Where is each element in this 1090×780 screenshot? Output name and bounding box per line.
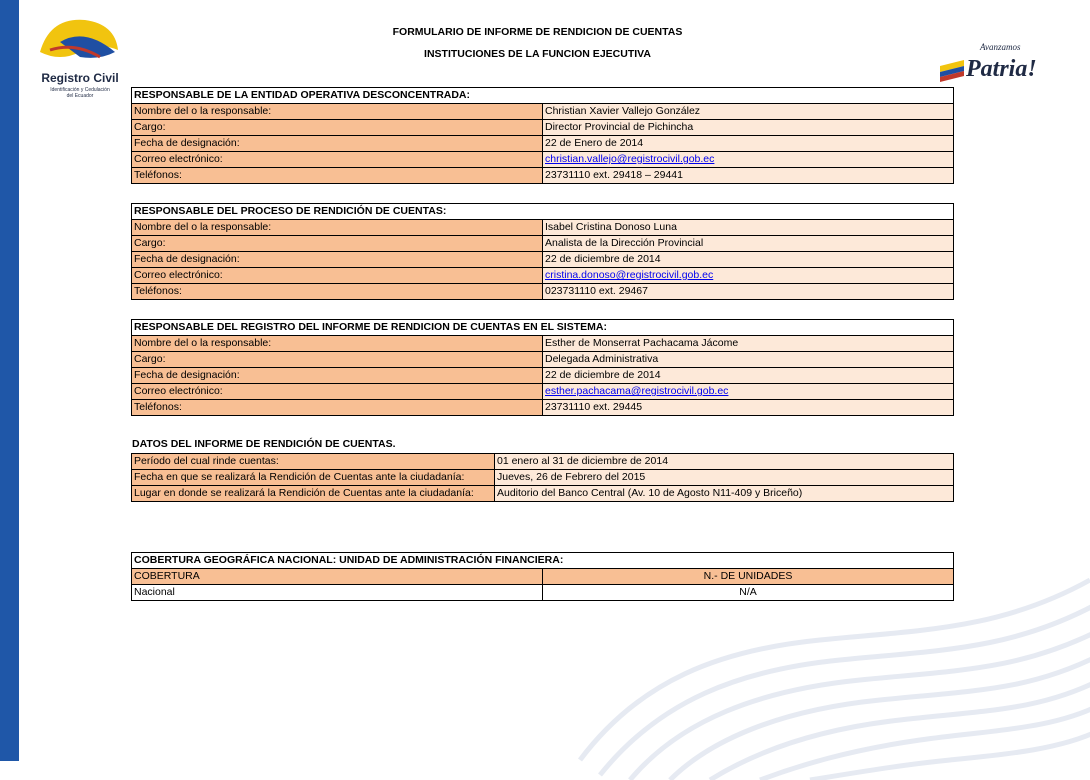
form-subtitle: INSTITUCIONES DE LA FUNCION EJECUTIVA [424, 48, 651, 60]
field-value: Analista de la Dirección Provincial [543, 236, 954, 252]
svg-text:del Ecuador: del Ecuador [66, 93, 94, 99]
table-row [132, 284, 954, 300]
field-label: Lugar en donde se realizará la Rendición de Cuentas ante la ciudadanía: [132, 486, 495, 502]
section-datos-table [131, 453, 954, 502]
table-row [132, 104, 954, 120]
svg-text:Patria!: Patria! [966, 56, 1037, 82]
table-row [132, 384, 954, 400]
section-title: RESPONSABLE DEL REGISTRO DEL INFORME DE RENDICION DE CUENTAS EN EL SISTEMA: [132, 320, 954, 336]
field-value: 023731110 ext. 29467 [543, 284, 954, 300]
table-row [132, 336, 954, 352]
avanzamos-patria-logo [938, 36, 1038, 86]
table-row [132, 368, 954, 384]
field-value: Esther de Monserrat Pachacama Jácome [543, 336, 954, 352]
field-value: 23731110 ext. 29445 [543, 400, 954, 416]
table-row [132, 152, 954, 168]
section-cobertura-table [131, 552, 954, 601]
table-row [132, 400, 954, 416]
field-label: Fecha de designación: [132, 252, 543, 268]
field-label: Fecha de designación: [132, 368, 543, 384]
table-row [132, 168, 954, 184]
field-value: Delegada Administrativa [543, 352, 954, 368]
left-accent-bar [0, 0, 19, 761]
field-value: Director Provincial de Pichincha [543, 120, 954, 136]
svg-text:Registro Civil: Registro Civil [41, 71, 119, 85]
column-header: COBERTURA [132, 569, 543, 585]
email-link[interactable]: cristina.donoso@registrocivil.gob.ec [543, 268, 954, 284]
section-title: COBERTURA GEOGRÁFICA NACIONAL: UNIDAD DE ADMINISTRACIÓN FINANCIERA: [132, 553, 954, 569]
table-row [132, 585, 954, 601]
field-value: Jueves, 26 de Febrero del 2015 [495, 470, 954, 486]
field-value: Isabel Cristina Donoso Luna [543, 220, 954, 236]
field-label: Fecha en que se realizará la Rendición de Cuentas ante la ciudadanía: [132, 470, 495, 486]
field-value: Christian Xavier Vallejo González [543, 104, 954, 120]
field-value: 01 enero al 31 de diciembre de 2014 [495, 454, 954, 470]
field-value: 22 de diciembre de 2014 [543, 368, 954, 384]
field-value: 23731110 ext. 29418 – 29441 [543, 168, 954, 184]
table-header-row [132, 569, 954, 585]
table-row [132, 220, 954, 236]
field-value: 22 de Enero de 2014 [543, 136, 954, 152]
section-title: RESPONSABLE DEL PROCESO DE RENDICIÓN DE CUENTAS: [132, 204, 954, 220]
svg-text:Identificación y Cedulación: Identificación y Cedulación [50, 87, 110, 93]
field-label: Teléfonos: [132, 400, 543, 416]
table-row [132, 470, 954, 486]
field-label: Correo electrónico: [132, 152, 543, 168]
field-label: Correo electrónico: [132, 384, 543, 400]
section-datos-title: DATOS DEL INFORME DE RENDICIÓN DE CUENTAS. [132, 438, 396, 450]
table-row [132, 352, 954, 368]
section-proceso-table [131, 203, 954, 300]
email-link[interactable]: christian.vallejo@registrocivil.gob.ec [543, 152, 954, 168]
field-value: 22 de diciembre de 2014 [543, 252, 954, 268]
column-header: N.- DE UNIDADES [543, 569, 954, 585]
field-label: Nombre del o la responsable: [132, 336, 543, 352]
table-row [132, 236, 954, 252]
svg-text:Avanzamos: Avanzamos [980, 42, 1021, 52]
field-label: Nacional [132, 585, 543, 601]
table-row [132, 454, 954, 470]
field-value: N/A [543, 585, 954, 601]
section-registro-table [131, 319, 954, 416]
field-label: Cargo: [132, 352, 543, 368]
field-label: Período del cual rinde cuentas: [132, 454, 495, 470]
table-row [132, 136, 954, 152]
field-label: Teléfonos: [132, 168, 543, 184]
table-row [132, 268, 954, 284]
field-label: Teléfonos: [132, 284, 543, 300]
form-title: FORMULARIO DE INFORME DE RENDICION DE CUENTAS [392, 26, 683, 38]
field-label: Fecha de designación: [132, 136, 543, 152]
section-entidad-table [131, 87, 954, 184]
section-title: RESPONSABLE DE LA ENTIDAD OPERATIVA DESCONCENTRADA: [132, 88, 954, 104]
table-row [132, 120, 954, 136]
table-row [132, 486, 954, 502]
field-label: Nombre del o la responsable: [132, 104, 543, 120]
table-row [132, 252, 954, 268]
field-label: Nombre del o la responsable: [132, 220, 543, 236]
email-link[interactable]: esther.pachacama@registrocivil.gob.ec [543, 384, 954, 400]
field-label: Cargo: [132, 120, 543, 136]
field-value: Auditorio del Banco Central (Av. 10 de Agosto N11-409 y Briceño) [495, 486, 954, 502]
field-label: Cargo: [132, 236, 543, 252]
field-label: Correo electrónico: [132, 268, 543, 284]
